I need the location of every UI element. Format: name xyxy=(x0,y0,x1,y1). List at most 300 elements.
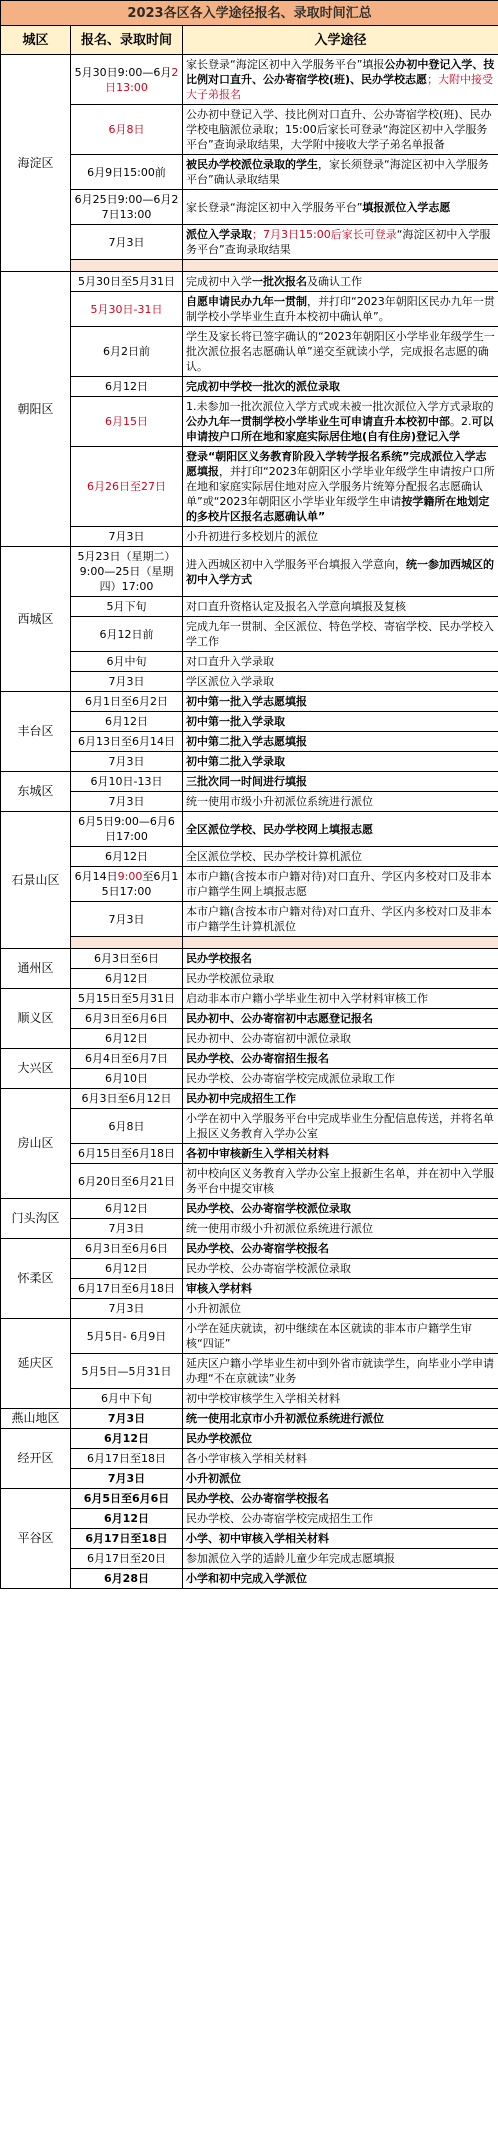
time-text-run: 6月8日 xyxy=(108,123,145,136)
text-text-run: 自愿申请民办九年一贯制 xyxy=(186,295,307,308)
time-text-run: 6月3日至6月12日 xyxy=(81,1092,172,1105)
table-row xyxy=(1,1239,498,1259)
time-text-run: 7月3日 xyxy=(108,1222,145,1235)
time-cell xyxy=(71,1429,183,1449)
time-cell xyxy=(71,597,183,617)
time-text-run: 9:00 xyxy=(117,870,143,883)
text-text-run: 初中学校审核学生入学相关材料 xyxy=(186,1392,340,1405)
time-cell xyxy=(71,1449,183,1469)
path-cell xyxy=(183,1389,498,1409)
time-text-run: 6月13日至6月14日 xyxy=(78,735,175,748)
path-cell xyxy=(183,55,498,105)
path-cell xyxy=(183,1409,498,1429)
time-cell xyxy=(71,949,183,969)
table-row xyxy=(1,1409,498,1429)
text-text-run: 民办学校、公办寄宿学校派位录取 xyxy=(186,1262,351,1275)
text-text-run: 统一使用市级小升初派位系统进行派位 xyxy=(186,795,373,808)
text-text-run: 小升初派位 xyxy=(186,1472,241,1485)
time-text-run: 7月3日 xyxy=(108,1302,145,1315)
path-cell xyxy=(183,1239,498,1259)
time-cell xyxy=(71,672,183,692)
text-text-run: 审核入学材料 xyxy=(186,1282,252,1295)
table-row xyxy=(1,1199,498,1219)
text-text-run: 可以申请按户口所在地和家庭实际居住地(自有住房)登记入学 xyxy=(186,415,494,443)
time-text-run: 6月2日前 xyxy=(103,345,150,358)
table-row xyxy=(1,1259,498,1279)
table-row xyxy=(1,812,498,847)
time-cell xyxy=(71,1319,183,1354)
path-cell xyxy=(183,1069,498,1089)
table-row xyxy=(1,1069,498,1089)
time-text-run: 7月3日 xyxy=(108,235,145,249)
time-text-run: 6月14日 xyxy=(74,870,118,883)
time-text-run: 6月3日至6月6日 xyxy=(85,1012,168,1025)
path-cell xyxy=(183,1049,498,1069)
time-text-run: 7月3日 xyxy=(107,1412,146,1425)
table-row xyxy=(1,617,498,652)
text-text-run: ；大附中接受大子弟报名 xyxy=(186,73,494,101)
time-cell xyxy=(71,105,183,155)
district-cell: 房山区 xyxy=(1,1089,71,1199)
time-text-run: 5月30日9:00—6月 xyxy=(74,65,172,79)
time-text-run: 6月15日至6月18日 xyxy=(78,1147,175,1160)
time-cell xyxy=(71,292,183,327)
time-cell xyxy=(71,225,183,260)
time-text-run: 6月9日15:00前 xyxy=(87,165,166,179)
time-text-run: 6月25日9:00—6月27日13:00 xyxy=(74,193,179,221)
time-text-run: 6月5日至6月6日 xyxy=(83,1492,170,1505)
path-cell xyxy=(183,752,498,772)
path-cell xyxy=(183,547,498,597)
time-text-run: 6月20日至6月21日 xyxy=(78,1174,175,1188)
text-text-run: 公办初中登记入学、技比例对口直升、公办寄宿学校(班)、民办学校电脑派位录取；15:00后家长可登录“海淀区初中入学服务平台”查询录取结果，大学附中接收大学子弟名单报备 xyxy=(186,108,492,151)
time-cell xyxy=(71,1199,183,1219)
path-cell xyxy=(183,272,498,292)
time-cell xyxy=(71,547,183,597)
path-cell xyxy=(183,1509,498,1529)
district-cell: 经开区 xyxy=(1,1429,71,1489)
time-text-run: 6月4日至6月7日 xyxy=(85,1052,168,1065)
time-text-run: 6月28日 xyxy=(104,1572,149,1585)
text-text-run: 民办学校派位 xyxy=(186,1432,252,1445)
time-cell xyxy=(71,397,183,447)
time-cell xyxy=(71,1489,183,1509)
text-text-run: 填报派位入学志愿 xyxy=(362,200,451,214)
path-cell xyxy=(183,1529,498,1549)
time-cell xyxy=(71,712,183,732)
time-cell xyxy=(71,1299,183,1319)
time-cell xyxy=(71,652,183,672)
text-text-run: 统一参加西城区的初中入学方式 xyxy=(186,557,494,586)
path-cell xyxy=(183,1089,498,1109)
time-cell xyxy=(71,792,183,812)
time-text-run: 5月下旬 xyxy=(106,600,147,613)
text-text-run: ，并打印“2023年朝阳区民办九年一贯制学校小学毕业生直升本校初中确认单”。 xyxy=(186,295,495,323)
district-cell: 西城区 xyxy=(1,547,71,692)
table-row xyxy=(1,1164,498,1199)
time-text-run: 5月30日-31日 xyxy=(90,302,163,316)
table-row xyxy=(1,105,498,155)
district-cell: 石景山区 xyxy=(1,812,71,949)
text-text-run: 民办学校、公办寄宿学校派位录取 xyxy=(186,1202,351,1215)
text-text-run: 延庆区户籍小学毕业生初中到外省市就读学生，向毕业小学申请办理“不在京就读”业务 xyxy=(186,1357,494,1385)
time-text-run: 6月12日 xyxy=(105,850,148,863)
path-cell xyxy=(183,792,498,812)
district-cell: 门头沟区 xyxy=(1,1199,71,1239)
text-text-run: 及确认工作 xyxy=(307,275,362,288)
text-text-run: 小升初进行多校划片的派位 xyxy=(186,530,318,543)
text-text-run: 小学在初中入学服务平台中完成毕业生分配信息传送，并将名单上报区义务教育入学办公室 xyxy=(186,1112,494,1140)
district-cell: 顺义区 xyxy=(1,989,71,1049)
path-cell xyxy=(183,1469,498,1489)
time-cell xyxy=(71,1529,183,1549)
table-row xyxy=(1,1029,498,1049)
text-text-run: 完成初中入学 xyxy=(186,275,252,288)
text-text-run: 民办学校、公办寄宿招生报名 xyxy=(186,1052,329,1065)
table-row xyxy=(1,1354,498,1389)
table-row xyxy=(1,1489,498,1509)
time-text-run: 7月3日 xyxy=(108,675,145,688)
time-text-run: 6月17日至18日 xyxy=(87,1452,166,1465)
district-cell: 大兴区 xyxy=(1,1049,71,1089)
path-cell xyxy=(183,1569,498,1589)
time-text-run: 6月12日 xyxy=(104,1432,149,1445)
text-text-run: 家长登录“海淀区初中入学服务平台” xyxy=(186,200,363,214)
table-row xyxy=(1,447,498,527)
time-text-run: 6月10日 xyxy=(105,1072,148,1085)
table-row xyxy=(1,1509,498,1529)
text-text-run: 民办初中、公办寄宿初中派位录取 xyxy=(186,1032,351,1045)
time-cell xyxy=(71,377,183,397)
time-cell xyxy=(71,1164,183,1199)
table-row xyxy=(1,1319,498,1354)
time-text-run: 5月15日至5月31日 xyxy=(78,992,175,1005)
table-title: 2023各区各入学途径报名、录取时间汇总 xyxy=(1,1,498,26)
path-cell xyxy=(183,1449,498,1469)
time-text-run: 6月12日 xyxy=(104,1512,149,1525)
text-text-run: 初中第一批入学志愿填报 xyxy=(186,695,307,708)
path-cell xyxy=(183,712,498,732)
time-cell xyxy=(71,1239,183,1259)
time-cell xyxy=(71,447,183,527)
path-cell xyxy=(183,397,498,447)
table-row xyxy=(1,847,498,867)
district-cell: 朝阳区 xyxy=(1,272,71,547)
path-cell xyxy=(183,527,498,547)
time-text-run: 5月30日至5月31日 xyxy=(78,275,175,288)
time-cell xyxy=(71,55,183,105)
time-cell xyxy=(71,272,183,292)
text-text-run: 登录“朝阳区义务教育阶段入学转学报名系统” xyxy=(186,450,410,463)
path-cell xyxy=(183,1109,498,1144)
time-cell xyxy=(71,155,183,190)
time-cell xyxy=(71,847,183,867)
table-row xyxy=(1,327,498,377)
time-text-run: 6月15日 xyxy=(105,415,148,428)
path-cell xyxy=(183,1164,498,1199)
path-cell xyxy=(183,937,498,949)
table-row xyxy=(1,190,498,225)
path-cell xyxy=(183,327,498,377)
text-text-run: 被民办学校派位录取的学生 xyxy=(186,158,318,171)
time-cell xyxy=(71,1469,183,1489)
text-text-run: ，家长须登录“海淀区初中入学服务平台”确认录取结果 xyxy=(186,158,489,186)
time-text-run: 7月3日 xyxy=(108,755,145,768)
time-text-run: 6月8日 xyxy=(108,1119,145,1133)
time-cell xyxy=(71,1354,183,1389)
path-cell xyxy=(183,260,498,272)
time-text-run: 6月12日 xyxy=(105,972,148,985)
text-text-run: 参加派位入学的适龄儿童少年完成志愿填报 xyxy=(186,1552,395,1565)
time-cell xyxy=(71,867,183,902)
text-text-run: 小学和初中完成入学派位 xyxy=(186,1572,307,1585)
table-row xyxy=(1,1469,498,1489)
table-row xyxy=(1,597,498,617)
table-row xyxy=(1,792,498,812)
table-row xyxy=(1,272,498,292)
time-cell xyxy=(71,1509,183,1529)
text-text-run: 公办初中登记入学、技比例对口直升、公办寄宿学校(班)、民办学校志愿 xyxy=(186,58,495,86)
table-row xyxy=(1,1279,498,1299)
table-row xyxy=(1,652,498,672)
time-cell xyxy=(71,812,183,847)
header-row xyxy=(1,26,498,55)
time-cell xyxy=(71,1029,183,1049)
text-text-run: 启动非本市户籍小学毕业生初中入学材料审核工作 xyxy=(186,992,428,1005)
path-cell xyxy=(183,772,498,792)
table-row xyxy=(1,902,498,937)
time-text-run: 6月17日至6月18日 xyxy=(78,1282,175,1295)
time-text-run: 6月26日至27日 xyxy=(87,480,166,493)
time-text-run: 5月5日—5月31日 xyxy=(81,1364,172,1378)
table-row xyxy=(1,1144,498,1164)
text-text-run: 按学籍所在地划定的多校片区报名志愿确认单” xyxy=(186,495,490,523)
text-text-run: 学生及家长将已签字确认的“2023年朝阳区小学毕业年级学生一批次派位报名志愿确认单”递交至就读小学，完成报名志愿的确认。 xyxy=(186,330,495,373)
table-row xyxy=(1,397,498,447)
text-text-run: 初中第二批入学志愿填报 xyxy=(186,735,307,748)
text-text-run: 完成九年一贯制、全区派位、特色学校、寄宿学校、民办学校入学工作 xyxy=(186,620,494,648)
path-cell xyxy=(183,377,498,397)
path-cell xyxy=(183,652,498,672)
text-text-run: 完成初中学校一批次的派位录取 xyxy=(186,380,340,393)
time-text-run: 7月3日 xyxy=(108,530,145,543)
table-row xyxy=(1,55,498,105)
time-text-run: 6月1日至6月2日 xyxy=(85,695,168,708)
text-text-run: 1.未参加一批次派位入学方式或未被一批次派位入学方式录取的 xyxy=(186,400,494,413)
time-text-run: 5月23日（星期二）9:00—25日（星期四）17:00 xyxy=(77,550,176,593)
time-cell xyxy=(71,902,183,937)
time-text-run: 6月12日 xyxy=(105,1032,148,1045)
text-text-run: 初中第二批入学录取 xyxy=(186,755,285,768)
time-text-run: 至6月15日17:00 xyxy=(101,870,179,898)
time-cell xyxy=(71,1389,183,1409)
text-text-run: 民办初中完成招生工作 xyxy=(186,1092,296,1105)
time-text-run: 6月12日 xyxy=(105,380,148,393)
text-text-run: 本市户籍(含按本市户籍对待)对口直升、学区内多校对口及非本市户籍学生计算机派位 xyxy=(186,905,492,933)
text-text-run: 家长登录“海淀区初中入学服务平台”填报 xyxy=(186,58,385,71)
time-cell xyxy=(71,1009,183,1029)
text-text-run: 小学在延庆就读，初中继续在本区就读的非本市户籍学生审核“四证” xyxy=(186,1322,472,1350)
district-cell: 怀柔区 xyxy=(1,1239,71,1319)
time-cell xyxy=(71,1144,183,1164)
table-row xyxy=(1,1569,498,1589)
text-text-run: “海淀区初中入学服务平台”查询录取结果 xyxy=(186,228,491,256)
text-text-run: 初中第一批入学录取 xyxy=(186,715,285,728)
time-cell xyxy=(71,752,183,772)
time-cell xyxy=(71,1089,183,1109)
district-cell: 燕山地区 xyxy=(1,1409,71,1429)
time-cell xyxy=(71,692,183,712)
time-cell xyxy=(71,969,183,989)
table-row xyxy=(1,1429,498,1449)
path-cell xyxy=(183,949,498,969)
path-cell xyxy=(183,155,498,190)
time-cell xyxy=(71,327,183,377)
text-text-run: 完成派位入学志愿填报 xyxy=(186,450,487,478)
text-text-run: 公办九年一贯制学校小学毕业生可申请直升本校初中部 xyxy=(186,415,450,428)
table-row xyxy=(1,692,498,712)
path-cell xyxy=(183,692,498,712)
path-cell xyxy=(183,902,498,937)
time-text-run: 7月3日 xyxy=(108,795,145,808)
time-cell xyxy=(71,617,183,652)
table-row xyxy=(1,752,498,772)
time-cell xyxy=(71,1409,183,1429)
table-row xyxy=(1,712,498,732)
text-text-run: 民办学校报名 xyxy=(186,952,252,965)
time-text-run: 6月3日至6月6日 xyxy=(85,1242,168,1255)
path-cell xyxy=(183,1354,498,1389)
district-cell: 平谷区 xyxy=(1,1489,71,1589)
text-text-run: ，并打印“2023年朝阳区小学毕业年级学生申请按户口所在地和家庭实际居住地对应入学服务片统筹分配报名志愿确认单”或“2023年朝阳区小学毕业年级学生申请 xyxy=(186,465,495,508)
text-text-run: 进入西城区初中入学服务平台填报入学意向， xyxy=(186,557,406,571)
path-cell xyxy=(183,867,498,902)
time-cell xyxy=(71,1219,183,1239)
path-cell xyxy=(183,812,498,847)
table-row xyxy=(1,867,498,902)
table-row xyxy=(1,1389,498,1409)
path-cell xyxy=(183,1199,498,1219)
text-text-run: 各小学审核入学相关材料 xyxy=(186,1452,307,1465)
time-cell xyxy=(71,1279,183,1299)
text-text-run: 全区派位学校、民办学校计算机派位 xyxy=(186,850,362,863)
time-text-run: 6月12日前 xyxy=(99,627,154,641)
path-cell xyxy=(183,1279,498,1299)
time-cell xyxy=(71,1259,183,1279)
path-cell xyxy=(183,1489,498,1509)
time-text-run: 7月3日 xyxy=(108,912,145,926)
table-row xyxy=(1,732,498,752)
text-text-run: 各初中审核新生入学相关材料 xyxy=(186,1147,329,1160)
path-cell xyxy=(183,732,498,752)
path-cell xyxy=(183,1299,498,1319)
text-text-run: 。2. xyxy=(450,415,472,428)
time-cell xyxy=(71,772,183,792)
text-text-run: 对口直升入学录取 xyxy=(186,655,274,668)
time-cell xyxy=(71,260,183,272)
text-text-run: 小升初派位 xyxy=(186,1302,241,1315)
text-text-run: 统一使用市级小升初派位系统进行派位 xyxy=(186,1222,373,1235)
time-text-run: 7月3日 xyxy=(107,1472,146,1485)
time-text-run: 6月3日至6日 xyxy=(94,952,159,965)
text-text-run: 民办学校、公办寄宿学校报名 xyxy=(186,1242,329,1255)
time-cell xyxy=(71,527,183,547)
text-text-run: 本市户籍(含按本市户籍对待)对口直升、学区内多校对口及非本市户籍学生网上填报志愿 xyxy=(186,870,492,898)
time-text-run: 6月17日至18日 xyxy=(85,1532,168,1545)
text-text-run: 民办学校、公办寄宿学校完成派位录取工作 xyxy=(186,1072,395,1085)
time-text-run: 6月5日9:00—6月6日17:00 xyxy=(78,815,175,843)
header-path: 入学途径 xyxy=(183,26,498,55)
table-row xyxy=(1,155,498,190)
path-cell xyxy=(183,672,498,692)
text-text-run: 民办学校、公办寄宿学校完成招生工作 xyxy=(186,1512,373,1525)
path-cell xyxy=(183,1319,498,1354)
path-cell xyxy=(183,105,498,155)
text-text-run: 对口直升资格认定及报名入学意向填报及复核 xyxy=(186,600,406,613)
path-cell xyxy=(183,1029,498,1049)
time-cell xyxy=(71,1109,183,1144)
text-text-run: 统一使用北京市小升初派位系统进行派位 xyxy=(186,1412,384,1425)
table-row xyxy=(1,969,498,989)
text-text-run: 民办学校、公办寄宿学校报名 xyxy=(186,1492,329,1505)
text-text-run: 一批次报名 xyxy=(252,275,307,288)
text-text-run: 学区派位入学录取 xyxy=(186,675,274,688)
table-row xyxy=(1,527,498,547)
time-text-run: 2日13:00 xyxy=(105,65,179,94)
time-cell xyxy=(71,937,183,949)
table-row xyxy=(1,1219,498,1239)
time-text-run: 6月12日 xyxy=(105,1202,148,1215)
header-district: 城区 xyxy=(1,26,71,55)
text-text-run: 派位入学录取 xyxy=(186,228,252,241)
table-row xyxy=(1,989,498,1009)
time-text-run: 6月10日-13日 xyxy=(90,775,163,788)
path-cell xyxy=(183,1429,498,1449)
text-text-run: 初中校向区义务教育入学办公室上报新生名单，并在初中入学服务平台中提交审核 xyxy=(186,1167,494,1195)
table-row xyxy=(1,377,498,397)
table-row xyxy=(1,1109,498,1144)
table-row xyxy=(1,949,498,969)
table-row xyxy=(1,225,498,260)
district-cell: 东城区 xyxy=(1,772,71,812)
time-text-run: 6月中下旬 xyxy=(101,1392,152,1405)
path-cell xyxy=(183,1009,498,1029)
table-row xyxy=(1,937,498,949)
path-cell xyxy=(183,1144,498,1164)
table-row xyxy=(1,772,498,792)
text-text-run: 民办初中、公办寄宿初中志愿登记报名 xyxy=(186,1012,373,1025)
time-cell xyxy=(71,190,183,225)
table-row xyxy=(1,1089,498,1109)
table-row xyxy=(1,672,498,692)
text-text-run: 民办学校派位录取 xyxy=(186,972,274,985)
table-row xyxy=(1,260,498,272)
table-row xyxy=(1,1549,498,1569)
header-time: 报名、录取时间 xyxy=(71,26,183,55)
path-cell xyxy=(183,1219,498,1239)
table-row xyxy=(1,1449,498,1469)
path-cell xyxy=(183,1549,498,1569)
time-cell xyxy=(71,1569,183,1589)
path-cell xyxy=(183,847,498,867)
path-cell xyxy=(183,597,498,617)
path-cell xyxy=(183,969,498,989)
text-text-run: 三批次同一时间进行填报 xyxy=(186,775,307,788)
district-cell: 丰台区 xyxy=(1,692,71,772)
title-row xyxy=(1,1,498,26)
table-row xyxy=(1,1049,498,1069)
time-text-run: 6月12日 xyxy=(105,1262,148,1275)
